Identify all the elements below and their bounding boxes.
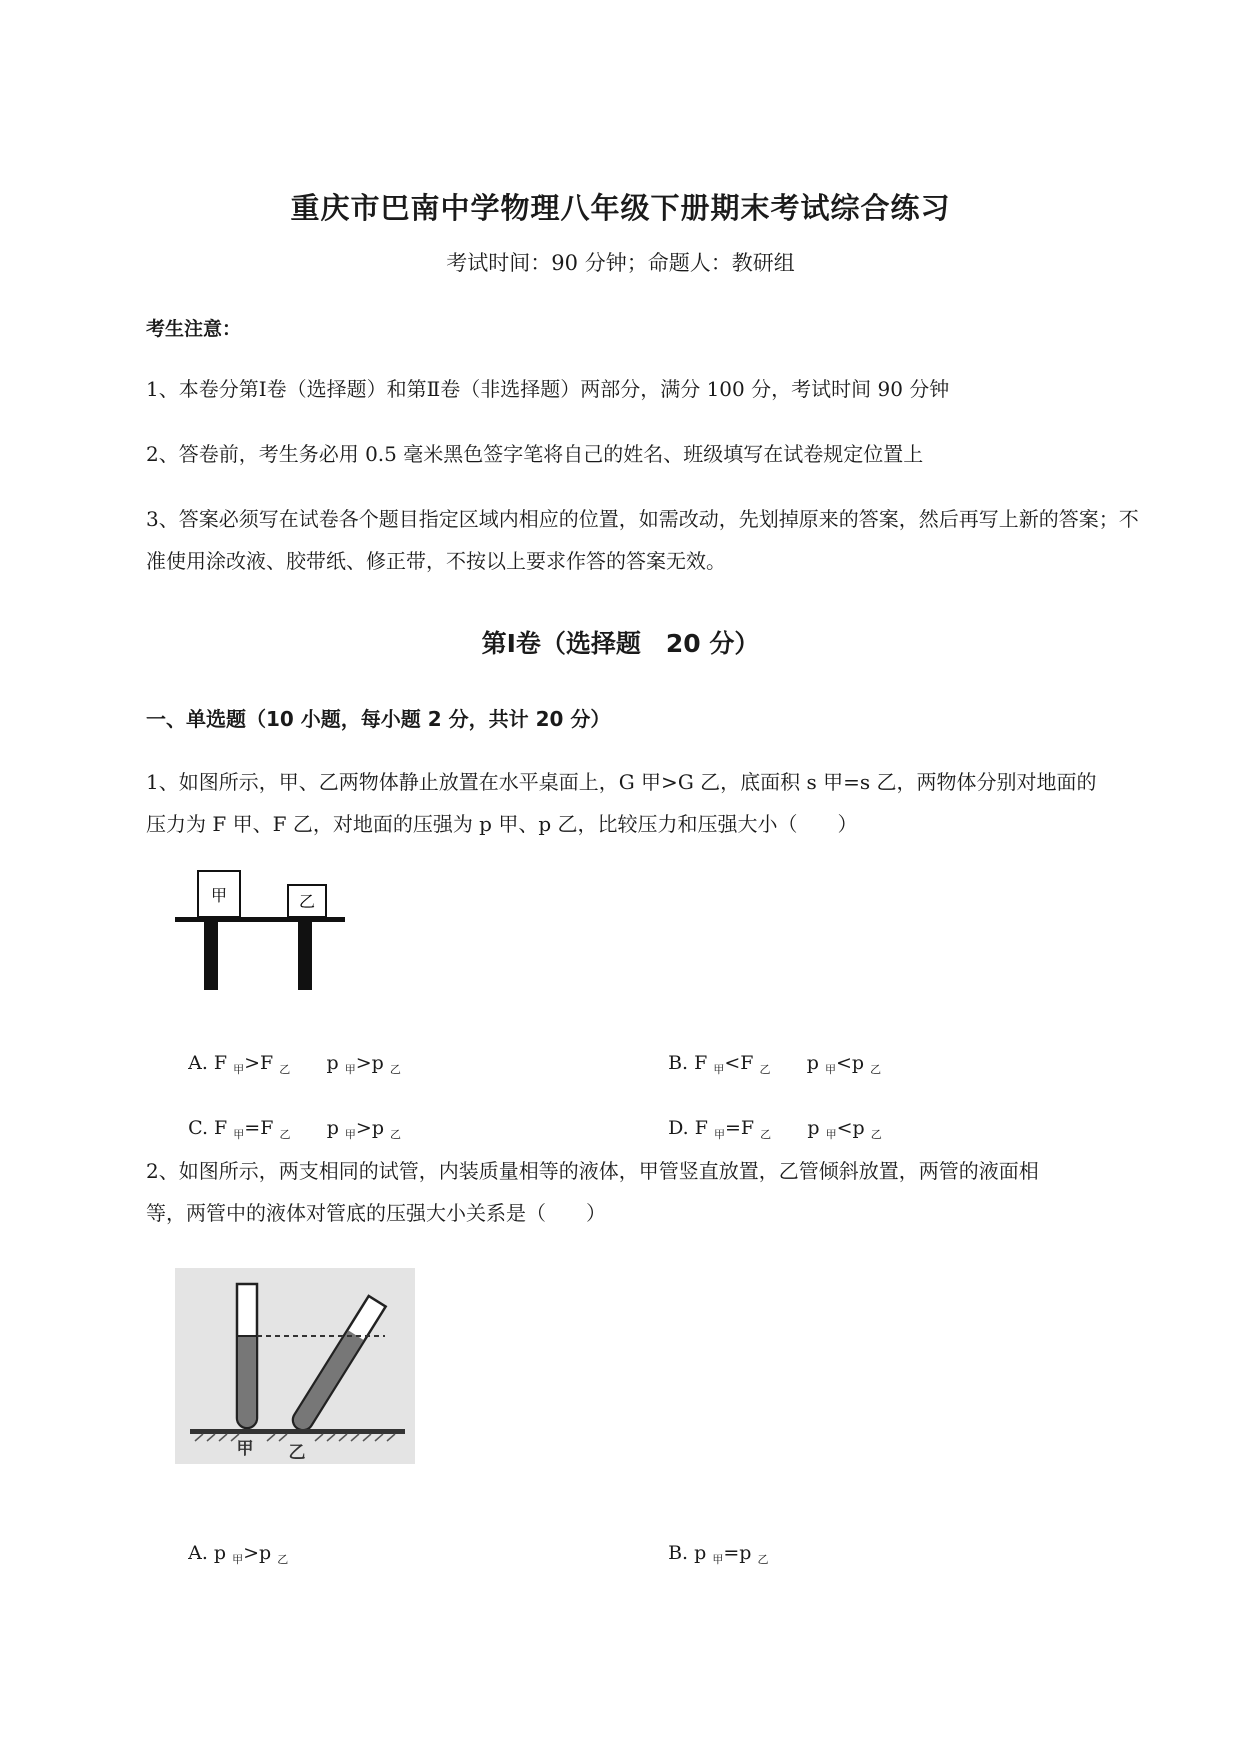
q2-figure-test-tubes (175, 1268, 415, 1464)
document-title: 重庆市巴南中学物理八年级下册期末考试综合练习 (290, 191, 951, 225)
q2-stem-line1: 2、如图所示，两支相同的试管，内装质量相等的液体，甲管竖直放置，乙管倾斜放置，两管的液面相 (146, 1159, 1039, 1183)
q1-figure-blocks-on-tables (170, 862, 350, 992)
q1-stem-line2: 压力为 F 甲、F 乙，对地面的压强为 p 甲、p 乙，比较压力和压强大小（ ） (146, 812, 858, 836)
ground-surface (190, 1429, 405, 1434)
block-yi-label: 乙 (298, 892, 316, 911)
notice-item-3: 3、答案必须写在试卷各个题目指定区域内相应的位置，如需改动，先划掉原来的答案，然后再写上新的答案；不准使用涂改液、胶带纸、修正带，不按以上要求作答的答案无效。 (146, 507, 1139, 573)
block-jia-label: 甲 (210, 886, 228, 905)
table-leg-left (204, 922, 218, 990)
tube-jia-liquid (238, 1336, 256, 1427)
q1-option-a[interactable]: A. F $_甲$>F $_乙$ p $_甲$>p $_乙$ (188, 1052, 401, 1076)
q2-option-b[interactable]: B. p $_甲$=p $_乙$ (668, 1542, 769, 1566)
table-leg-right (298, 922, 312, 990)
q2-option-a[interactable]: A. p $_甲$>p $_乙$ (188, 1542, 289, 1566)
q2-stem-line2: 等，两管中的液体对管底的压强大小关系是（ ） (146, 1201, 606, 1225)
part-title: 一、单选题（10 小题，每小题 2 分，共计 20 分） (146, 707, 611, 731)
q1-stem-line1: 1、如图所示，甲、乙两物体静止放置在水平桌面上，G 甲>G 乙，底面积 s 甲=s 乙，两物体分别对地面的 (146, 770, 1097, 794)
exam-info: 考试时间：90 分钟；命题人：教研组 (446, 251, 795, 275)
tube-jia-label: 甲 (236, 1439, 254, 1459)
q1-option-c[interactable]: C. F $_甲$=F $_乙$ p $_甲$>p $_乙$ (188, 1117, 402, 1141)
tube-yi-label: 乙 (288, 1443, 306, 1463)
notice-item-1: 1、本卷分第Ⅰ卷（选择题）和第Ⅱ卷（非选择题）两部分，满分 100 分，考试时间 90 分钟 (146, 377, 950, 401)
section-title: 第Ⅰ卷（选择题 20 分） (481, 629, 760, 658)
notice-item-2: 2、答卷前，考生务必用 0.5 毫米黑色签字笔将自己的姓名、班级填写在试卷规定位置上 (146, 442, 924, 466)
photo-background (175, 1268, 415, 1464)
q1-option-d[interactable]: D. F $_甲$=F $_乙$ p $_甲$<p $_乙$ (668, 1117, 882, 1141)
q1-option-b[interactable]: B. F $_甲$<F $_乙$ p $_甲$<p $_乙$ (668, 1052, 882, 1076)
notice-heading: 考生注意： (146, 318, 242, 340)
tabletop (175, 917, 345, 922)
